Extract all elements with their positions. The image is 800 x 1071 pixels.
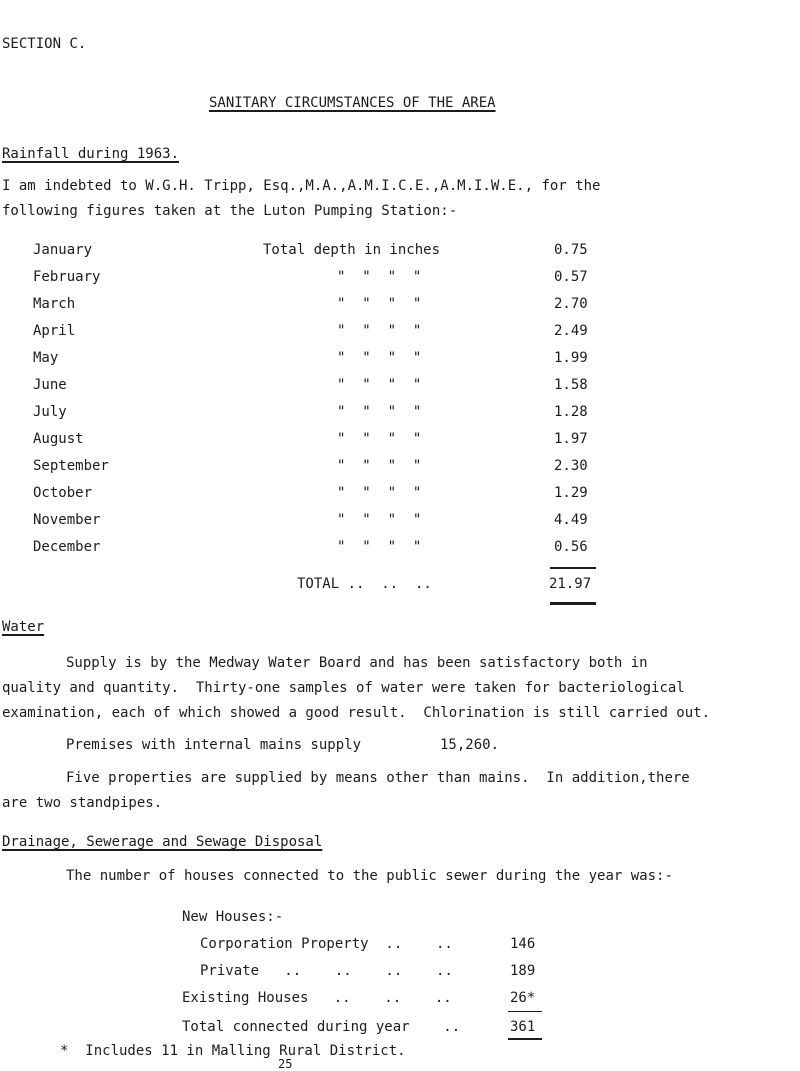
water-paragraph-line: examination, each of which showed a good result. Chlorination is still carried out.: [2, 705, 711, 721]
connection-row-label: Existing Houses .. .. ..: [182, 990, 452, 1006]
month-label: November: [33, 512, 101, 528]
connection-row-value: 189: [510, 963, 536, 979]
water-paragraph-line: Five properties are supplied by means other than mains. In addition,there: [66, 770, 690, 786]
ditto-marks: " " " ": [337, 512, 422, 528]
month-label: March: [33, 296, 76, 312]
rainfall-value: 1.58: [554, 377, 588, 393]
rainfall-value: 2.49: [554, 323, 588, 339]
ditto-marks: " " " ": [337, 296, 422, 312]
rainfall-value: 0.57: [554, 269, 588, 285]
rainfall-value: 4.49: [554, 512, 588, 528]
rainfall-value: 2.70: [554, 296, 588, 312]
ditto-marks: " " " ": [337, 350, 422, 366]
rainfall-value: 1.99: [554, 350, 588, 366]
ditto-marks: " " " ": [337, 485, 422, 501]
connection-row-label: Private .. .. .. ..: [200, 963, 453, 979]
page-number: 25: [278, 1057, 293, 1071]
rainfall-heading: Rainfall during 1963.: [2, 146, 180, 162]
ditto-marks: " " " ": [337, 269, 422, 285]
rainfall-value: 1.97: [554, 431, 588, 447]
premises-label: Premises with internal mains supply: [66, 737, 362, 753]
section-label: SECTION C.: [2, 36, 87, 52]
rainfall-value: 1.29: [554, 485, 588, 501]
total-rule-bottom: [550, 602, 596, 605]
rainfall-value: 2.30: [554, 458, 588, 474]
ditto-marks: " " " ": [337, 377, 422, 393]
connected-total-value: 361: [510, 1019, 536, 1035]
ditto-marks: " " " ": [337, 323, 422, 339]
ditto-marks: " " " ": [337, 404, 422, 420]
water-paragraph-line: are two standpipes.: [2, 795, 163, 811]
connected-total-label: Total connected during year ..: [182, 1019, 461, 1035]
connection-row-value: 146: [510, 936, 536, 952]
total-rule-top: [550, 567, 596, 569]
drainage-heading: Drainage, Sewerage and Sewage Disposal: [2, 834, 323, 850]
water-paragraph-line: quality and quantity. Thirty-one samples of water were taken for bacteriological: [2, 680, 685, 696]
water-heading: Water: [2, 619, 45, 635]
month-label: June: [33, 377, 67, 393]
rainfall-value: 0.75: [554, 242, 588, 258]
rainfall-intro-line-2: following figures taken at the Luton Pumping Station:-: [2, 203, 458, 219]
month-label: July: [33, 404, 67, 420]
rainfall-value: 1.28: [554, 404, 588, 420]
month-label: December: [33, 539, 101, 555]
drainage-intro: The number of houses connected to the public sewer during the year was:-: [66, 868, 673, 884]
month-label: August: [33, 431, 84, 447]
connected-total-rule-bottom: [508, 1038, 542, 1040]
new-houses-label: New Houses:-: [182, 909, 284, 925]
ditto-marks: " " " ": [337, 458, 422, 474]
month-label: April: [33, 323, 76, 339]
footnote: * Includes 11 in Malling Rural District.: [60, 1043, 406, 1059]
total-label: TOTAL .. .. ..: [297, 576, 432, 592]
ditto-marks: " " " ": [337, 539, 422, 555]
rainfall-value: 0.56: [554, 539, 588, 555]
depth-label: Total depth in inches: [263, 242, 441, 258]
connection-row-value: 26*: [510, 990, 536, 1006]
connection-row-label: Corporation Property .. ..: [200, 936, 453, 952]
month-label: September: [33, 458, 109, 474]
rainfall-intro-line-1: I am indebted to W.G.H. Tripp, Esq.,M.A.,A.M.I.C.E.,A.M.I.W.E., for the: [2, 178, 601, 194]
month-label: May: [33, 350, 59, 366]
page-title: SANITARY CIRCUMSTANCES OF THE AREA: [209, 95, 496, 111]
ditto-marks: " " " ": [337, 431, 422, 447]
premises-value: 15,260.: [440, 737, 500, 753]
month-label: January: [33, 242, 93, 258]
connected-total-rule-top: [508, 1011, 542, 1012]
water-paragraph-line: Supply is by the Medway Water Board and has been satisfactory both in: [66, 655, 648, 671]
month-label: October: [33, 485, 93, 501]
month-label: February: [33, 269, 101, 285]
total-value: 21.97: [549, 576, 592, 592]
